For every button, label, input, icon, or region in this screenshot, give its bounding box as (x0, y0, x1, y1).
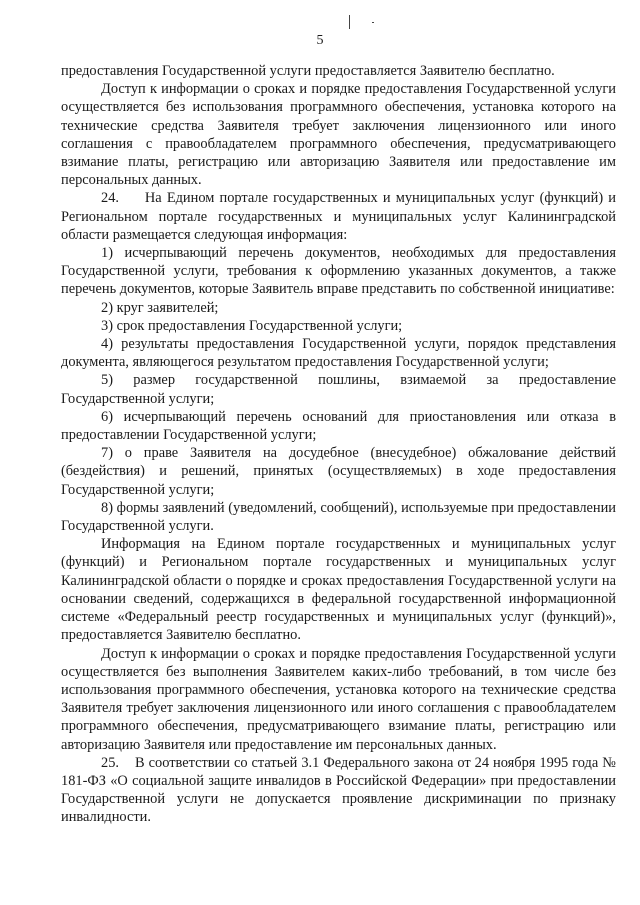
list-item: 5) размер государственной пошлины, взимаемой за предоставление Государственной услуги; (61, 372, 616, 407)
list-item: 6) исчерпывающий перечень оснований для приостановления или отказа в предоставлении Государственной услуги; (61, 408, 616, 444)
page-number: 5 (316, 33, 324, 48)
scan-mark (372, 22, 374, 23)
list-item: 7) о праве Заявителя на досудебное (внесудебное) обжалование действий (бездействия) и решений, принятых (осуществляемых) в ходе предоставления Государственной услуги; (61, 445, 616, 498)
paragraph: предоставления Государственной услуги предоставляется Заявителю бесплатно. (61, 63, 555, 79)
list-item: 4) результаты предоставления Государственной услуги, порядок представления документа, являющегося результатом предоставления Государственной услуги; (61, 336, 616, 371)
list-item: 2) круг заявителей; (101, 299, 219, 316)
paragraph: Доступ к информации о сроках и порядке предоставления Государственной услуги осуществляется без использования программного обеспечения, установка которого на технические средства Заявителя требует заключения лицензионного или иного соглашения с правообладателем программного обеспечения, предусматривающего взимание платы, регистрацию или авторизацию Заявителя или предоставление им персональных данных. (61, 81, 616, 189)
scan-mark (349, 15, 350, 29)
paragraph: Информация на Едином портале государственных и муниципальных услуг (функций) и Региональном портале государственных и муниципальных услуг Калининградской области о порядке и сроках предоставления Государственной услуги на основании сведений, содержащихся в федеральной государственной информационной системе «Федеральный реестр государственных и муниципальных услуг (функций)», предоставляется Заявителю бесплатно. (61, 536, 616, 644)
list-item: 3) срок предоставления Государственной услуги; (101, 317, 403, 334)
paragraph: Доступ к информации о сроках и порядке предоставления Государственной услуги осуществляется без выполнения Заявителем каких-либо требований, в том числе без использования программного обеспечения, установка которого на технические средства Заявителя требует заключения лицензионного или иного соглашения с правообладателем программного обеспечения, предусматривающего взимание платы, регистрацию или авторизацию Заявителя или предоставление им персональных данных. (61, 645, 616, 753)
document-body (61, 62, 616, 827)
paragraph-item-24: 24. На Едином портале государственных и муниципальных услуг (функций) и Региональном портале государственных и муниципальных услуг Калининградской области размещается следующая информация: (61, 190, 616, 243)
list-item: 8) формы заявлений (уведомлений, сообщений), используемые при предоставлении Государственной услуги. (61, 499, 616, 535)
list-item: 1) исчерпывающий перечень документов, необходимых для предоставления Государственной услуги, требования к оформлению указанных документов, а также перечень документов, которые Заявитель вправе представить по собственной инициативе: (61, 245, 616, 298)
paragraph-item-25: 25. В соответствии со статьей 3.1 Федерального закона от 24 ноября 1995 года № 181-ФЗ «О социальной защите инвалидов в Российской Федерации» при предоставлении Государственной услуги не допускается проявление дискриминации по признаку инвалидности. (61, 754, 616, 826)
